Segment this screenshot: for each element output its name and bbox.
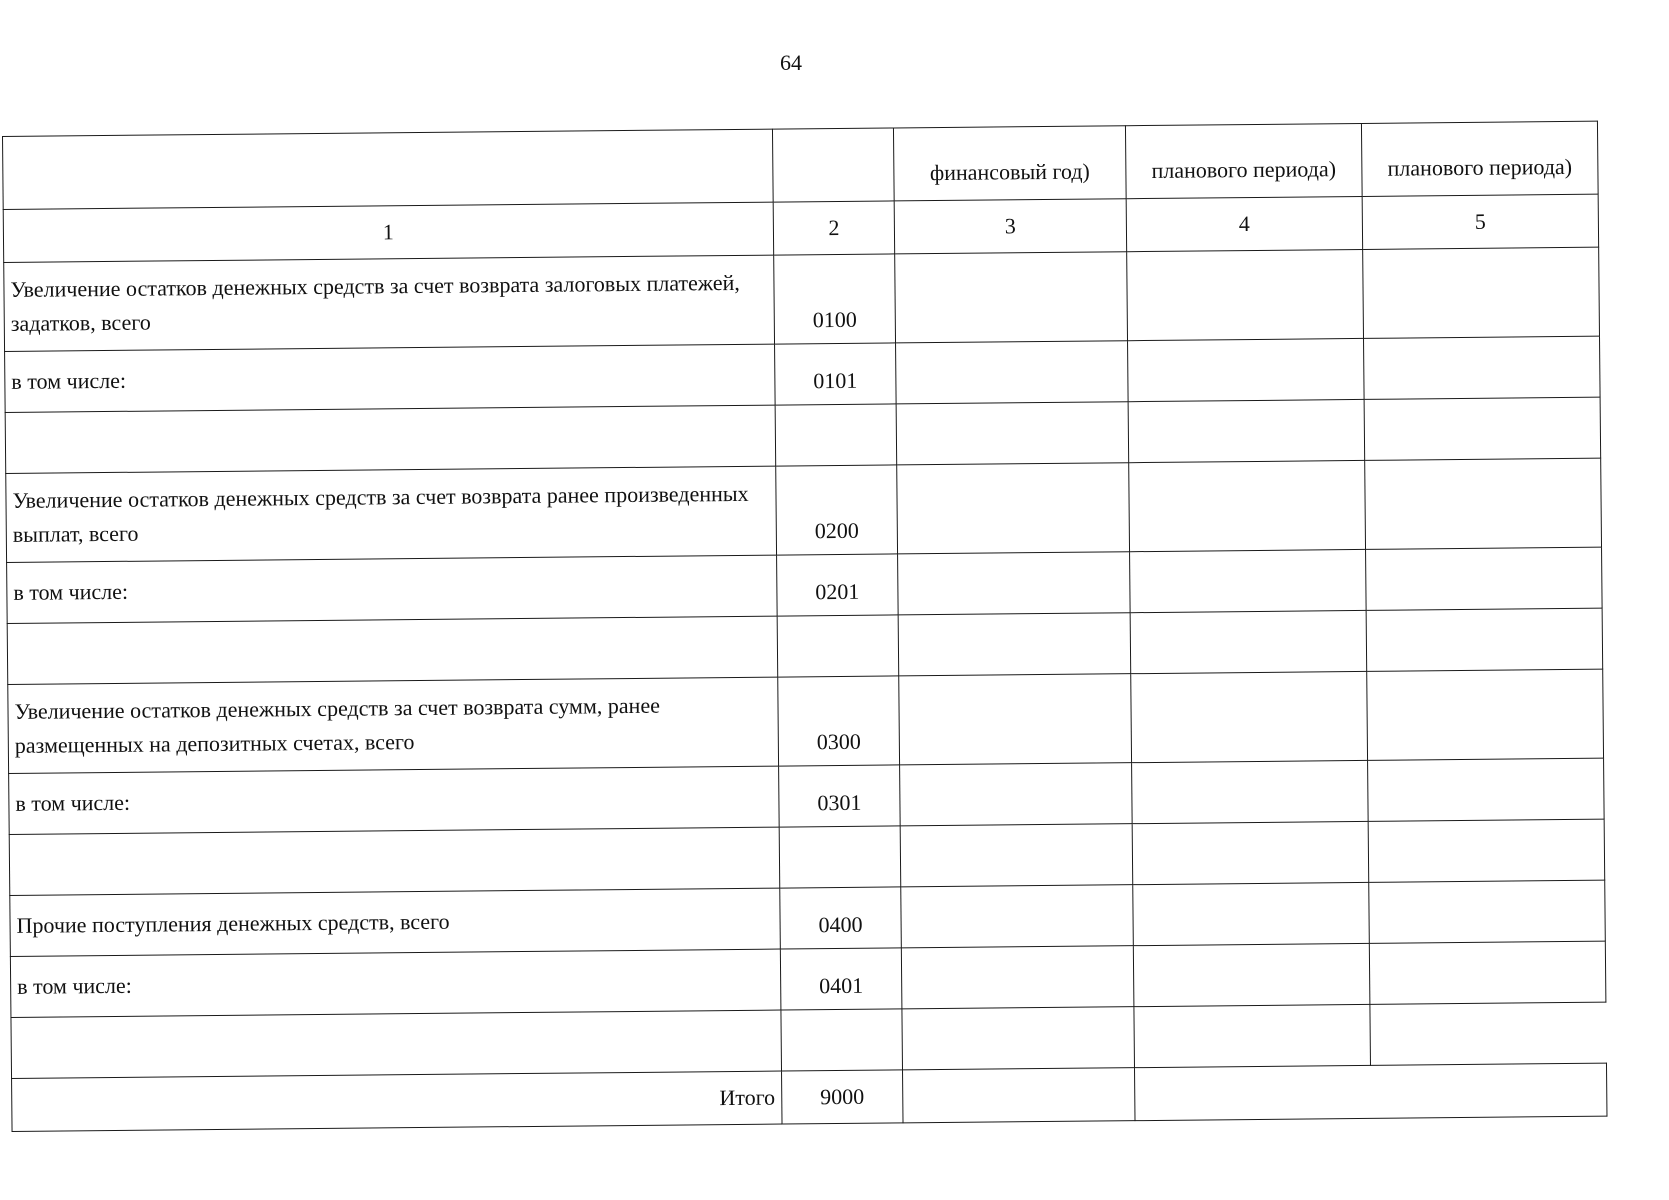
value-cell[interactable] [895, 252, 1128, 343]
row-name: Увеличение остатков денежных средств за счет возврата залоговых платежей, задатков, всего [4, 255, 775, 351]
value-cell[interactable] [1134, 1004, 1371, 1067]
value-cell[interactable] [1129, 549, 1366, 612]
value-cell[interactable] [1366, 608, 1603, 671]
row-code [781, 1009, 903, 1071]
value-cell[interactable] [897, 463, 1130, 554]
column-number: 4 [1126, 196, 1363, 251]
value-cell[interactable] [1132, 821, 1369, 884]
row-name [5, 405, 775, 473]
value-cell[interactable] [1365, 547, 1602, 610]
row-name: в том числе: [9, 766, 779, 834]
value-cell[interactable] [1364, 397, 1601, 460]
value-cell[interactable] [896, 402, 1128, 465]
value-cell[interactable] [1130, 610, 1367, 673]
header-cell-5: планового периода) [1361, 121, 1598, 196]
value-cell[interactable] [1127, 338, 1364, 401]
value-cell[interactable] [901, 885, 1133, 948]
table-row [4, 247, 1600, 351]
header-cell-4: планового периода) [1125, 123, 1362, 198]
value-cell[interactable] [1128, 399, 1365, 462]
total-label: Итого [12, 1071, 782, 1131]
header-cell-1 [3, 129, 774, 209]
row-name: Прочие поступления денежных средств, всего [10, 888, 780, 956]
total-value-cell[interactable] [903, 1068, 1135, 1123]
value-cell[interactable] [896, 341, 1128, 404]
column-number: 3 [894, 199, 1126, 254]
value-cell[interactable] [898, 613, 1130, 676]
row-name: в том числе: [5, 344, 775, 412]
row-code: 0400 [780, 887, 902, 949]
table-row [6, 458, 1602, 562]
value-cell[interactable] [1367, 758, 1604, 821]
value-cell[interactable] [1133, 882, 1370, 945]
value-cell[interactable] [1131, 760, 1368, 823]
value-cell[interactable] [1369, 941, 1606, 1004]
value-cell[interactable] [1129, 460, 1366, 551]
value-cell[interactable] [902, 1007, 1134, 1070]
row-name: в том числе: [7, 555, 777, 623]
row-name [9, 827, 779, 895]
value-cell[interactable] [900, 763, 1132, 826]
row-name [7, 616, 777, 684]
page-number: 64 [780, 50, 802, 75]
value-cell[interactable] [1365, 458, 1602, 549]
total-value-cell-wide[interactable] [1134, 1063, 1607, 1121]
row-code [775, 404, 897, 466]
header-cell-3: финансовый год) [894, 126, 1126, 201]
value-cell[interactable] [901, 946, 1133, 1009]
value-cell[interactable] [899, 674, 1132, 765]
value-cell[interactable] [1133, 943, 1370, 1006]
row-code: 0200 [776, 465, 898, 555]
row-code: 0201 [776, 554, 898, 616]
row-code: 0101 [774, 343, 896, 405]
row-name: в том числе: [10, 949, 780, 1017]
column-number: 1 [3, 202, 773, 262]
row-name: Увеличение остатков денежных средств за счет возврата сумм, ранее размещенных на депозитных счетах, всего [8, 677, 779, 773]
row-code [779, 826, 901, 888]
column-number: 5 [1362, 194, 1599, 249]
blank-cell [1370, 1002, 1607, 1065]
row-code: 0401 [780, 948, 902, 1010]
row-code: 0300 [778, 676, 900, 766]
value-cell[interactable] [1368, 819, 1605, 882]
row-code [777, 615, 899, 677]
row-name: Увеличение остатков денежных средств за счет возврата ранее произведенных выплат, всего [6, 466, 777, 562]
value-cell[interactable] [1367, 669, 1604, 760]
column-number: 2 [773, 201, 895, 255]
value-cell[interactable] [1363, 247, 1600, 338]
row-code: 0100 [774, 254, 896, 344]
value-cell[interactable] [1127, 249, 1364, 340]
table-row [8, 669, 1604, 773]
row-name [11, 1010, 781, 1078]
cash-receipts-table [2, 121, 1607, 1132]
value-cell[interactable] [1369, 880, 1606, 943]
value-cell[interactable] [900, 824, 1132, 887]
value-cell[interactable] [1131, 671, 1368, 762]
header-cell-2 [772, 128, 894, 202]
row-code: 0301 [778, 765, 900, 827]
value-cell[interactable] [1363, 336, 1600, 399]
form-sheet [2, 121, 1607, 1132]
total-code: 9000 [781, 1070, 903, 1124]
value-cell[interactable] [898, 552, 1130, 615]
